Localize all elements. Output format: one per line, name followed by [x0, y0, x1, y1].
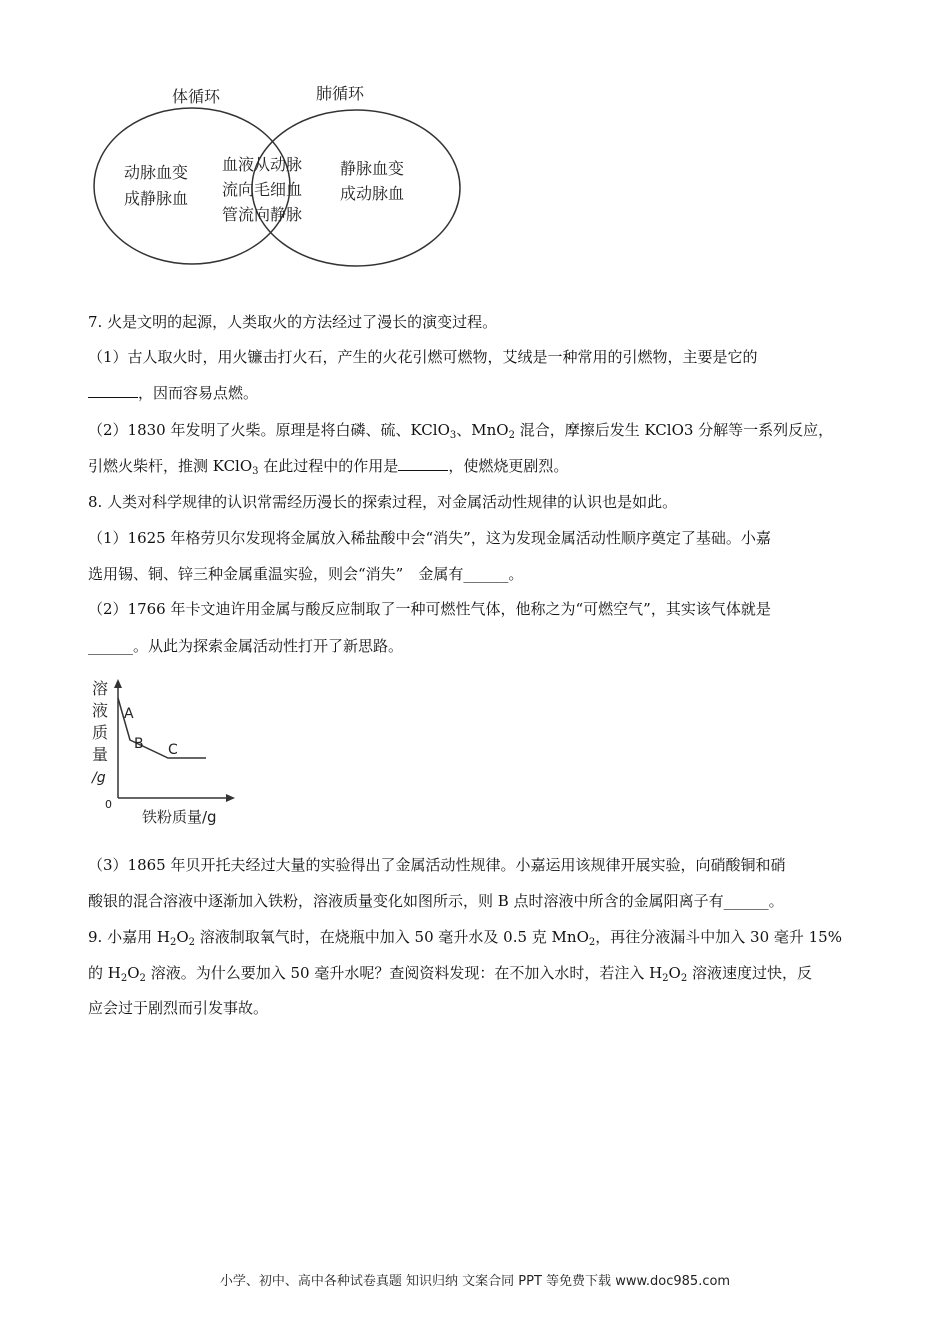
q8-part3-line1: （3）1865 年贝开托夫经过大量的实验得出了金属活动性规律。小嘉运用该规律开展实验，向硝酸铜和硝 — [88, 856, 786, 874]
q9-line2: 的 $H_2O_2$ 溶液。为什么要加入 50 毫升水呢？查阅资料发现：在不加入水时，若注入 $H_2O_2$ 溶液速度过快，反 — [88, 964, 813, 984]
graph-ylabel-char-3: 质 — [92, 723, 109, 742]
graph-ylabel-char-2: 液 — [92, 701, 109, 720]
graph-ylabel-char-4: 量 — [92, 745, 109, 764]
graph-point-B: B — [134, 736, 144, 752]
graph-point-C: C — [168, 742, 178, 758]
graph-xlabel: 铁粉质量/g — [142, 808, 217, 826]
graph-point-A: A — [124, 706, 134, 722]
venn-right-line1: 静脉血变 — [340, 159, 405, 178]
venn-center-line3: 管流向静脉 — [222, 205, 303, 224]
solution-mass-graph — [86, 676, 246, 836]
q7-part2-line1: （2）1830 年发明了火柴。原理是将白磷、硫、KClO$_3$、MnO$_2$ 混合，摩擦后发生 KClO3 分解等一系列反应， — [88, 421, 834, 441]
q7-part1-line1: （1）古人取火时，用火镰击打火石，产生的火花引燃可燃物，艾绒是一种常用的引燃物，主要是它的 — [88, 348, 758, 366]
graph-y-arrow — [114, 679, 122, 688]
q9-line1: 9. 小嘉用 $H_2O_2$ 溶液制取氧气时，在烧瓶中加入 50 毫升水及 0.5 克 MnO$_2$，再往分液漏斗中加入 30 毫升 15% — [88, 928, 842, 948]
circulation-venn-diagram — [86, 80, 466, 272]
q8-part3-line2: 酸银的混合溶液中逐渐加入铁粉，溶液质量变化如图所示，则 B 点时溶液中所含的金属阳离子有______。 — [88, 892, 784, 910]
q9-line3: 应会过于剧烈而引发事故。 — [88, 999, 269, 1017]
answer-blank — [398, 456, 448, 471]
q7-stem: 7. 火是文明的起源，人类取火的方法经过了漫长的演变过程。 — [88, 313, 498, 331]
graph-ylabel-unit: /g — [92, 770, 106, 786]
graph-origin: 0 — [105, 798, 112, 811]
answer-blank — [88, 383, 138, 398]
page-footer: 小学、初中、高中各种试卷真题 知识归纳 文案合同 PPT 等免费下载 www.doc985.com — [219, 1274, 731, 1289]
venn-right-line2: 成动脉血 — [340, 184, 405, 203]
venn-center-line2: 流向毛细血 — [222, 180, 303, 199]
q8-part2-line1: （2）1766 年卡文迪许用金属与酸反应制取了一种可燃性气体，他称之为“可燃空气”，其实该气体就是 — [88, 600, 771, 618]
q7-part2-line2: 引燃火柴杆，推测 KClO$_3$ 在此过程中的作用是 ，使燃烧更剧烈。 — [88, 457, 569, 477]
q8-part1-line1: （1）1625 年格劳贝尔发现将金属放入稀盐酸中会“消失”，这为发现金属活动性顺序奠定了基础。小嘉 — [88, 529, 771, 547]
venn-left-title: 体循环 — [172, 87, 221, 106]
graph-x-arrow — [226, 794, 235, 802]
graph-ylabel-char-1: 溶 — [92, 679, 109, 698]
venn-center-line1: 血液从动脉 — [222, 155, 303, 174]
venn-left-line1: 动脉血变 — [124, 163, 189, 182]
q8-part2-line2: ______。从此为探索金属活动性打开了新思路。 — [88, 637, 404, 655]
venn-left-line2: 成静脉血 — [124, 189, 189, 208]
venn-right-title: 肺循环 — [316, 84, 365, 103]
q8-stem: 8. 人类对科学规律的认识常需经历漫长的探索过程，对金属活动性规律的认识也是如此。 — [88, 493, 678, 511]
q8-part1-line2: 选用锡、铜、锌三种金属重温实验，则会“消失” 金属有______。 — [88, 565, 524, 583]
q7-part1-line2: ，因而容易点燃。 — [88, 382, 258, 404]
